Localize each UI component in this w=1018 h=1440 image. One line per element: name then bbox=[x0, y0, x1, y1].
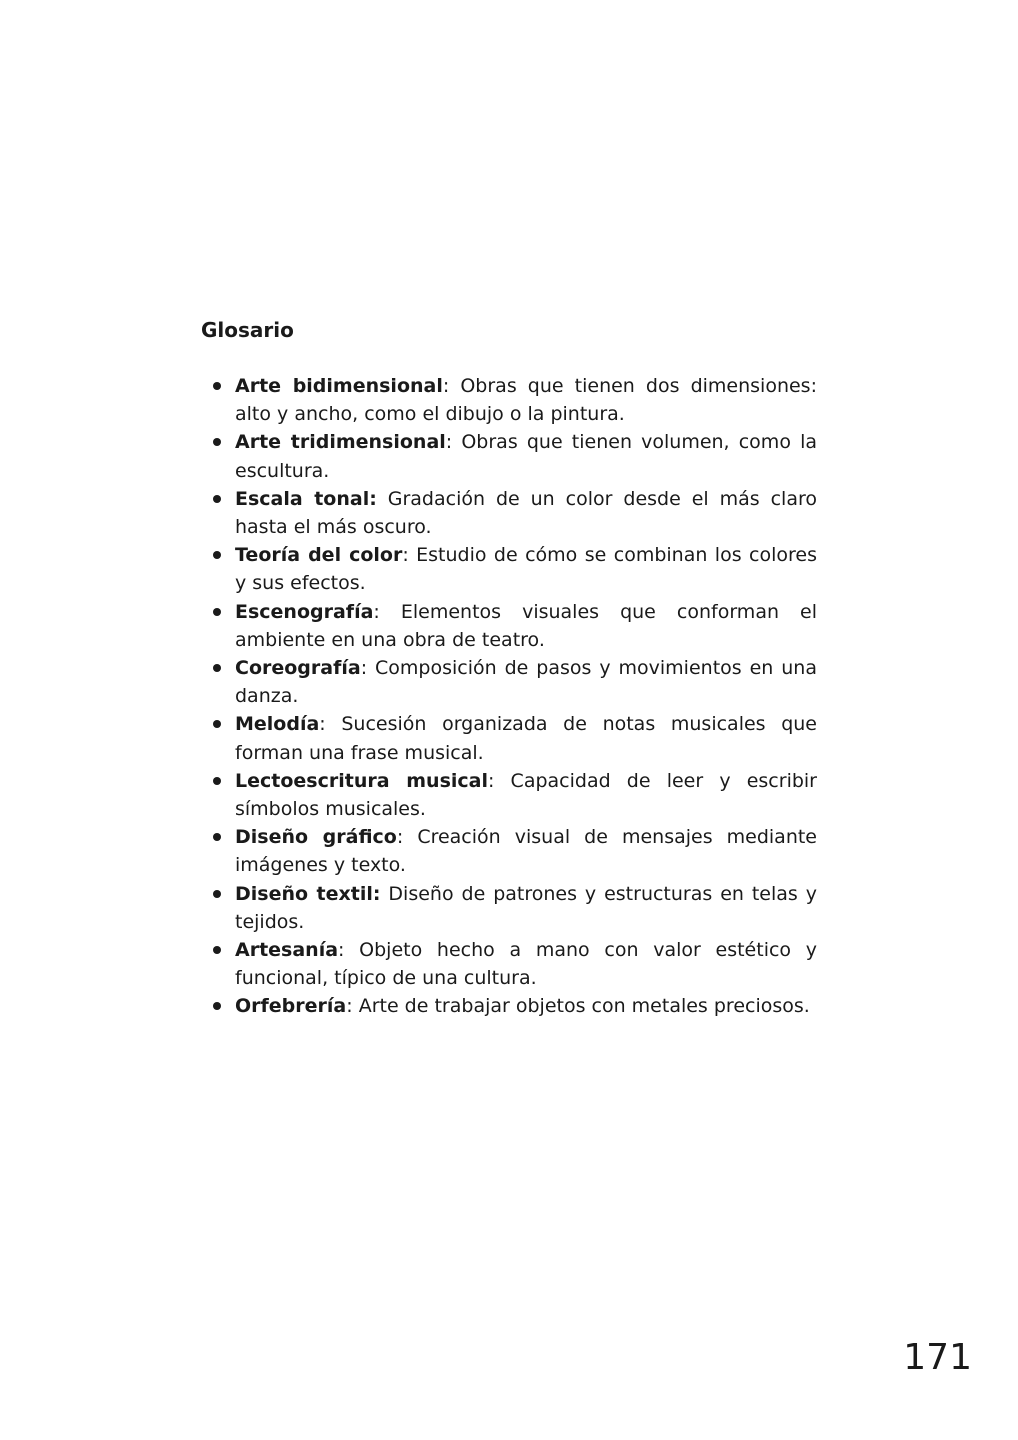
glossary-definition: Objeto hecho a mano con valor estético y funcional, típico de una cultura. bbox=[235, 939, 817, 990]
glossary-item bbox=[201, 823, 817, 879]
glossary-definition: Estudio de cómo se combinan los colores y sus efectos. bbox=[235, 544, 817, 595]
glossary-list bbox=[201, 372, 817, 1021]
page-title: Glosario bbox=[201, 318, 294, 342]
glossary-separator: : bbox=[402, 544, 409, 567]
glossary-term: Teoría del color bbox=[235, 544, 403, 567]
bullet-icon bbox=[213, 438, 221, 446]
glossary-item bbox=[201, 428, 817, 484]
glossary-term: Arte tridimensional bbox=[235, 431, 446, 454]
glossary-separator: : bbox=[338, 939, 345, 962]
glossary-term: Arte bidimensional bbox=[235, 375, 443, 397]
glossary-term: Coreografía bbox=[235, 657, 361, 680]
glossary-item bbox=[201, 992, 817, 1020]
glossary-definition: Obras que tienen dos dimensiones: alto y ancho, como el dibujo o la pintura. bbox=[235, 375, 817, 426]
glossary-separator: : bbox=[373, 600, 380, 623]
glossary-separator: : bbox=[360, 657, 368, 680]
glossary-definition: Diseño de patrones y estructuras en telas y tejidos. bbox=[235, 882, 817, 933]
glossary-definition: Creación visual de mensajes mediante imágenes y texto. bbox=[235, 826, 817, 877]
glossary-definition: Composición de pasos y movimientos en una danza. bbox=[235, 657, 817, 708]
bullet-icon bbox=[213, 720, 221, 728]
glossary-section bbox=[201, 316, 817, 1021]
page-number: 171 bbox=[903, 1337, 972, 1378]
glossary-definition: Elementos visuales que conforman el ambiente en una obra de teatro. bbox=[235, 600, 817, 651]
bullet-icon bbox=[213, 833, 221, 841]
glossary-separator: : bbox=[445, 431, 453, 454]
glossary-definition: Arte de trabajar objetos con metales preciosos. bbox=[352, 995, 810, 1018]
glossary-separator: : bbox=[346, 995, 353, 1018]
glossary-term: Orfebrería bbox=[235, 995, 347, 1018]
glossary-item bbox=[201, 880, 817, 936]
glossary-term: Melodía bbox=[235, 713, 320, 736]
bullet-icon bbox=[213, 382, 221, 390]
glossary-definition: Sucesión organizada de notas musicales que forman una frase musical. bbox=[235, 713, 817, 764]
glossary-item bbox=[201, 372, 817, 428]
bullet-icon bbox=[213, 1002, 221, 1010]
glossary-separator: : bbox=[442, 375, 450, 397]
glossary-term: Diseño textil: bbox=[235, 882, 381, 905]
bullet-icon bbox=[213, 777, 221, 785]
glossary-item bbox=[201, 710, 817, 766]
glossary-item bbox=[201, 767, 817, 823]
glossary-term: Escala tonal: bbox=[235, 487, 377, 510]
glossary-term: Diseño gráfico bbox=[235, 826, 397, 849]
glossary-item bbox=[201, 541, 817, 597]
bullet-icon bbox=[213, 551, 221, 559]
glossary-item bbox=[201, 485, 817, 541]
bullet-icon bbox=[213, 608, 221, 616]
glossary-separator: : bbox=[396, 826, 404, 849]
glossary-term: Artesanía bbox=[235, 939, 339, 962]
glossary-item bbox=[201, 936, 817, 992]
bullet-icon bbox=[213, 495, 221, 503]
bullet-icon bbox=[213, 890, 221, 898]
glossary-separator: : bbox=[319, 713, 326, 736]
glossary-item bbox=[201, 598, 817, 654]
glossary-term: Escenografía bbox=[235, 600, 374, 623]
glossary-definition: Capacidad de leer y escribir símbolos musicales. bbox=[235, 769, 817, 821]
glossary-definition: Obras que tienen volumen, como la escultura. bbox=[235, 431, 818, 482]
bullet-icon bbox=[213, 946, 221, 954]
bullet-icon bbox=[213, 664, 221, 672]
glossary-term: Lectoescritura musical bbox=[235, 769, 488, 792]
glossary-definition: Gradación de un color desde el más claro hasta el más oscuro. bbox=[235, 487, 817, 539]
glossary-item bbox=[201, 654, 817, 710]
glossary-separator: : bbox=[488, 769, 495, 792]
